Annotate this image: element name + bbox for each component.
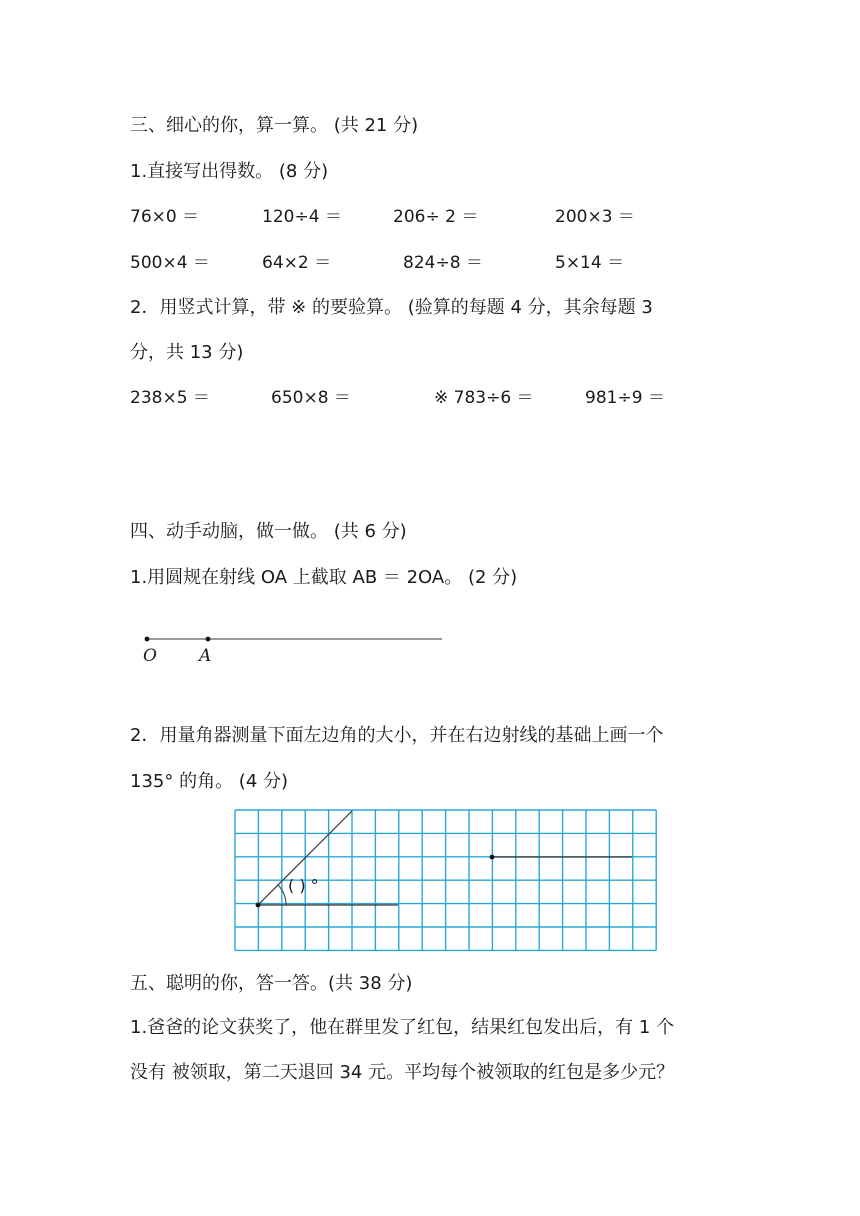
section3-q2-title-line2: 分，共 13 分) bbox=[130, 342, 244, 363]
calc-item: 120÷4 ＝ bbox=[262, 207, 342, 227]
section4-q1-title: 1.用圆规在射线 OA 上截取 AB ＝ 2OA。 (2 分) bbox=[130, 567, 518, 588]
right-ray-start-dot bbox=[490, 855, 495, 860]
calc-item: 206÷ 2 ＝ bbox=[393, 207, 479, 227]
point-o-label: O bbox=[143, 646, 157, 666]
point-o-dot bbox=[145, 637, 150, 642]
section4-heading: 四、动手动脑，做一做。 (共 6 分) bbox=[130, 521, 407, 542]
calc-item: ※ 783÷6 ＝ bbox=[434, 388, 534, 408]
point-a-dot bbox=[206, 637, 211, 642]
calc-item: 650×8 ＝ bbox=[271, 388, 351, 408]
angle-vertex-dot bbox=[256, 903, 261, 908]
section3-heading: 三、细心的你，算一算。 (共 21 分) bbox=[130, 115, 419, 136]
section3-q1-title: 1.直接写出得数。 (8 分) bbox=[130, 161, 329, 182]
section5-q1-line1: 1.爸爸的论文获奖了，他在群里发了红包，结果红包发出后，有 1 个 bbox=[130, 1017, 675, 1038]
calc-item: 238×5 ＝ bbox=[130, 388, 210, 408]
point-a-label: A bbox=[199, 646, 212, 666]
section5-heading: 五、聪明的你，答一答。(共 38 分) bbox=[130, 973, 413, 994]
calc-item: 5×14 ＝ bbox=[555, 253, 625, 273]
calc-item: 76×0 ＝ bbox=[130, 207, 200, 227]
section5-q1-line2: 没有 被领取，第二天退回 34 元。平均每个被领取的红包是多少元？ bbox=[130, 1062, 675, 1083]
section4-q2-title-line1: 2．用量角器测量下面左边角的大小，并在右边射线的基础上画一个 bbox=[130, 725, 664, 746]
ray-oa-diagram bbox=[140, 628, 450, 648]
section3-q2-title-line1: 2．用竖式计算，带 ※ 的要验算。 (验算的每题 4 分，其余每题 3 bbox=[130, 297, 653, 318]
calc-item: 981÷9 ＝ bbox=[585, 388, 665, 408]
calc-item: 824÷8 ＝ bbox=[403, 253, 483, 273]
section4-q2-title-line2: 135° 的角。 (4 分) bbox=[130, 771, 289, 792]
calc-item: 200×3 ＝ bbox=[555, 207, 635, 227]
angle-answer-blank: ( ) ° bbox=[288, 876, 319, 895]
calc-item: 64×2 ＝ bbox=[262, 253, 332, 273]
calc-item: 500×4 ＝ bbox=[130, 253, 210, 273]
